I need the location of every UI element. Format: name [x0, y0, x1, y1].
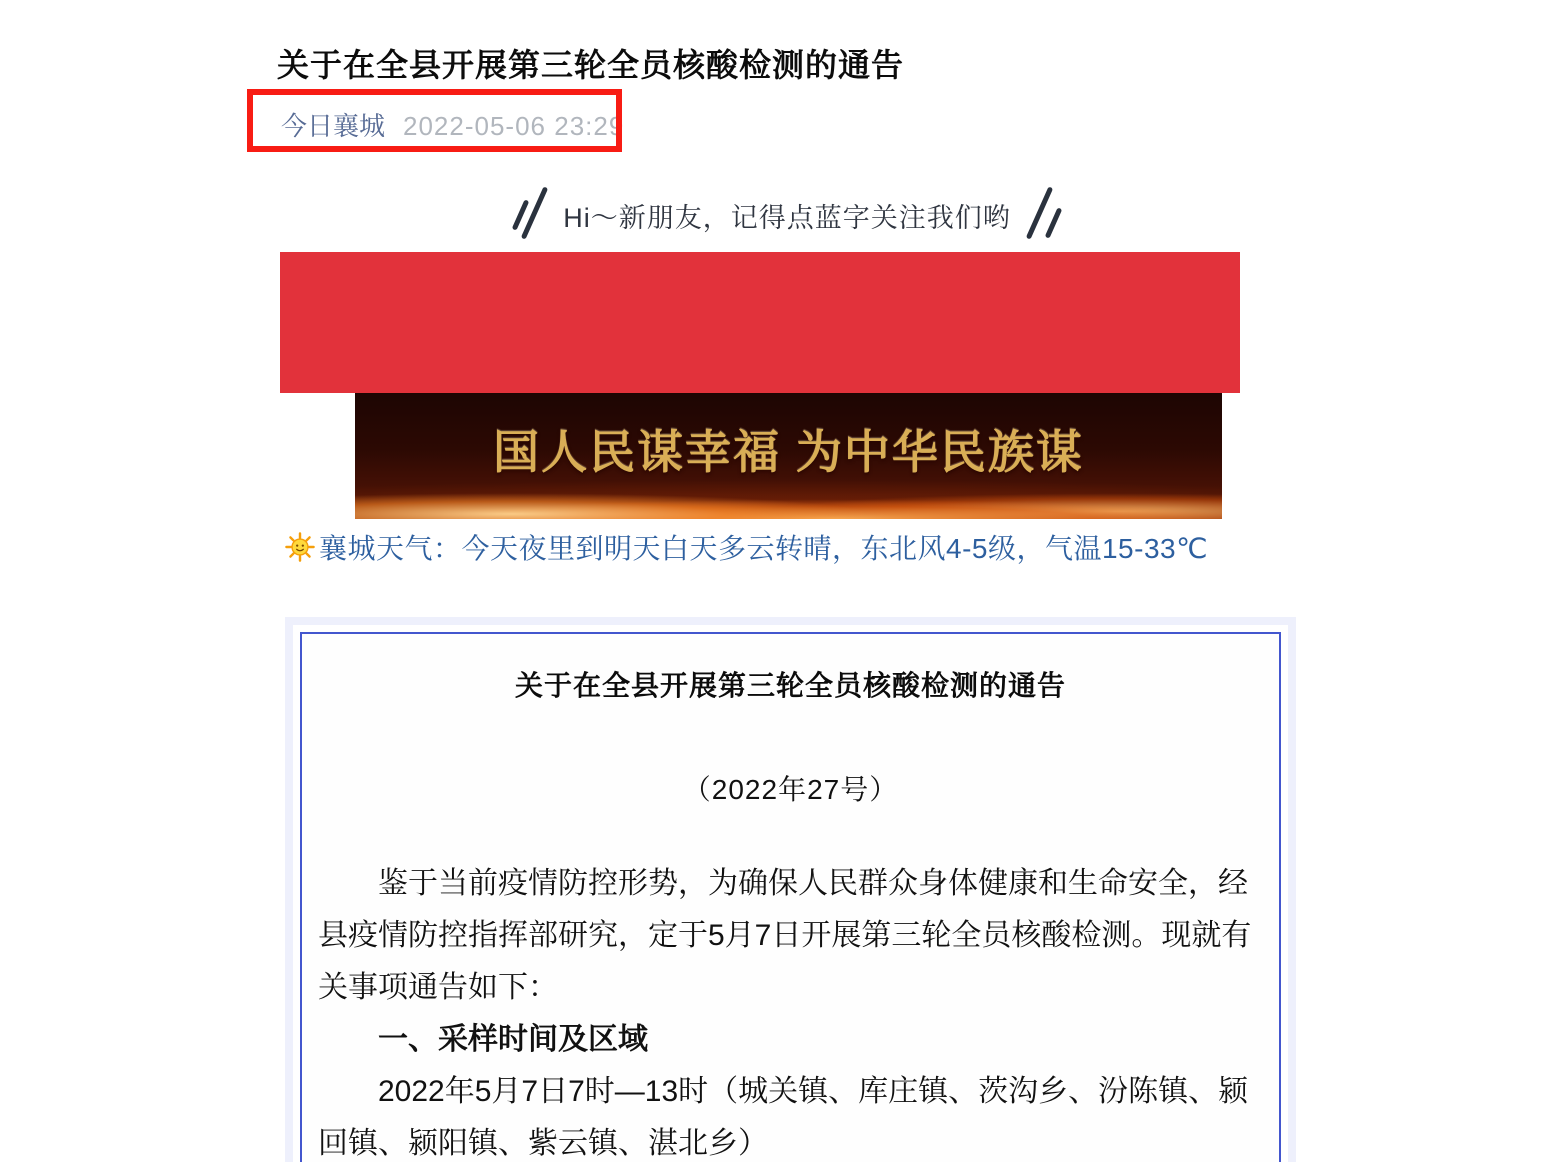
red-banner-image[interactable] — [280, 252, 1240, 393]
brush-slashes-right-icon — [1037, 185, 1056, 245]
brush-slashes-left-icon — [518, 185, 537, 245]
notice-card-inner — [293, 625, 1288, 1162]
notice-paragraph-intro: 鉴于当前疫情防控形势，为确保人民群众身体健康和生命安全，经县疫情防控指挥部研究，定于5月7日开展第三轮全员核酸检测。现就有关事项通告如下： — [318, 867, 1252, 1004]
article-title: 关于在全县开展第三轮全员核酸检测的通告 — [277, 47, 905, 83]
weather-text: 襄城天气：今天夜里到明天白天多云转晴，东北风4-5级，气温15-33℃ — [319, 533, 1209, 564]
author-account-link[interactable]: 今日襄城 — [281, 111, 386, 141]
notice-doc-number: （2022年27号） — [682, 774, 899, 805]
weather-line — [285, 527, 1208, 567]
notice-section-text: 2022年5月7日7时—13时（城关镇、库庄镇、茨沟乡、汾陈镇、颍回镇、颍阳镇、紫云镇、湛北乡） — [318, 1075, 1249, 1160]
notice-section-heading: 一、采样时间及区域 — [378, 1023, 648, 1056]
notice-body — [318, 858, 1263, 1162]
byline — [281, 106, 624, 143]
follow-tip-row — [277, 183, 1297, 247]
slogan-banner-text: 国人民谋幸福 为中华民族谋 — [493, 426, 1084, 478]
notice-card — [285, 617, 1296, 1162]
follow-tip-text: Hi～新朋友，记得点蓝字关注我们哟 — [563, 202, 1011, 233]
sun-emoji-icon — [285, 532, 315, 562]
publish-timestamp: 2022-05-06 23:29 — [403, 111, 625, 141]
slogan-banner-image[interactable] — [355, 393, 1222, 519]
notice-title: 关于在全县开展第三轮全员核酸检测的通告 — [514, 670, 1066, 701]
notice-bordered-box — [300, 632, 1281, 1162]
